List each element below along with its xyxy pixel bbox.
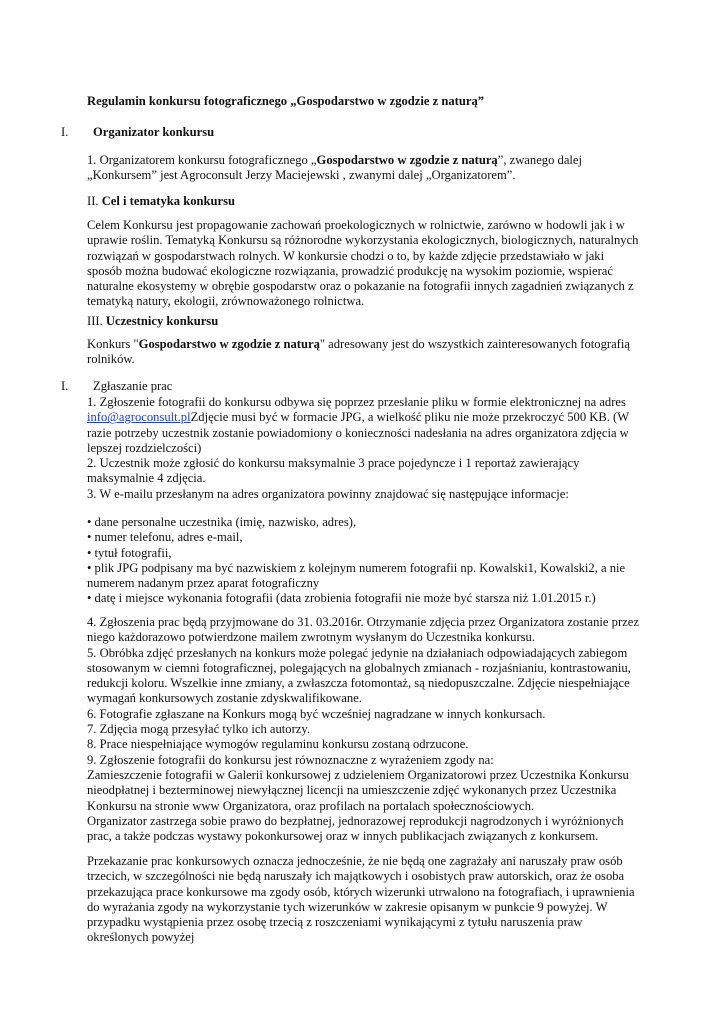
item-9-reproduction: Organizator zastrzega sobie prawo do bezpłatnej, jednorazowej reprodukcji nagrodzonych i wyróżnionych prac, a także podczas wystawy pokonkursowej oraz w innych publikacjach związanych z konkursem. [87, 813, 624, 844]
section-1-number: I. [61, 125, 69, 139]
section-4-items-continued [87, 615, 642, 844]
section-3-heading: III. Uczestnicy konkursu [87, 314, 219, 328]
bullet-list [87, 515, 642, 607]
item-1: 1. Zgłoszenie fotografii do konkursu odbywa się poprzez przesłanie pliku w formie elektronicznej na adres info@agroconsult.plZdjęcie musi być w formacie JPG, a wielkość pliku nie może przekroczyć 500 KB. (W razie potrzeby uczestnik zostanie powiadomiony o konieczności nadesłania na adres organizatora zdjęcia w lepszej rozdzielczości) [87, 395, 629, 455]
item-9: 9. Zgłoszenie fotografii do konkursu jest równoznaczne z wyrażeniem zgody na: [87, 752, 494, 767]
section-4-number: I. [61, 379, 69, 393]
document-title: Regulamin konkursu fotograficznego „Gospodarstwo w zgodzie z naturą” [87, 94, 485, 108]
item-3: 3. W e-mailu przesłanym na adres organizatora powinny znajdować się następujące informacje: [87, 486, 569, 501]
list-item: • numer telefonu, adres e-mail, [87, 530, 243, 545]
section-3-paragraph: Konkurs "Gospodarstwo w zgodzie z naturą" adresowany jest do wszystkich zainteresowanych fotografią rolników. [87, 337, 630, 367]
item-9-license: Zamieszczenie fotografii w Galerii konkursowej z udzieleniem Organizatorowi przez Uczestnika Konkursu nieodpłatnej i bezterminowej niewyłącznej licencji na umieszczenie zdjęć wykonanych przez Uczestnika Konkursu na stronie www Organizatora, oraz profilach na portalach społecznościowych. [87, 767, 629, 813]
section-4-items [87, 395, 642, 502]
list-item: • datę i miejsce wykonania fotografii (data zrobienia fotografii nie może być starsza niż 1.01.2015 r.) [87, 591, 596, 606]
item-8: 8. Prace niespełniające wymogów regulaminu konkursu zostaną odrzucone. [87, 737, 469, 752]
item-5: 5. Obróbka zdjęć przesłanych na konkurs może polegać jedynie na działaniach odpowiadających zabiegom stosowanym w ciemni fotograficznej, polegających na globalnych zmianach - rozjaśnianiu, kontrastowaniu, redukcji koloru. Wszelkie inne zmiany, a zwłaszcza fotomontaż, są niedopuszczalne. Zdjęcie niespełniające wymagań konkursowych zostanie zdyskwalifikowane. [87, 645, 631, 706]
list-item: • plik JPG podpisany ma być nazwiskiem z kolejnym numerem fotografii np. Kowalski1, Kowalski2, a nie numerem nadanym przez aparat fotograficzny [87, 560, 626, 591]
item-4: 4. Zgłoszenia prac będą przyjmowane do 31. 03.2016r. Otrzymanie zdjęcia przez Organizatora zostanie przez niego każdorazowo potwierdzone mailem zwrotnym wysłanym do Uczestnika konkursu. [87, 615, 639, 645]
item-2: 2. Uczestnik może zgłosić do konkursu maksymalnie 3 prace pojedyncze i 1 reportaż zawierający maksymalnie 4 zdjęcia. [87, 456, 580, 486]
item-6: 6. Fotografie zgłaszane na Konkurs mogą być wcześniej nagradzane w innych konkursach. [87, 706, 546, 721]
email-link[interactable]: info@agroconsult.pl [87, 410, 191, 425]
section-2-heading: II. Cel i tematyka konkursu [87, 194, 236, 208]
section-1-heading: Organizator konkursu [93, 125, 215, 139]
section-4-heading: Zgłaszanie prac [93, 379, 173, 393]
list-item: • tytuł fotografii, [87, 545, 172, 560]
final-paragraph: Przekazanie prac konkursowych oznacza jednocześnie, że nie będą one zagrażały ani naruszały praw osób trzecich, w szczególności nie będą naruszały ich majątkowych i osobistych praw autorskich, oraz że osoba przekazująca prace konkursowe ma zgody osób, których wizerunki utrwalono na fotografiach, i uprawnienia do wyrażania zgody na wykorzystanie tych wizerunków w zakresie opisanym w punkcie 9 powyżej. W przypadku wystąpienia przez osobę trzecią z roszczeniami wynikającymi z tytułu naruszenia praw określonych powyżej [87, 854, 635, 945]
list-item: • dane personalne uczestnika (imię, nazwisko, adres), [87, 515, 357, 529]
section-1-paragraph: 1. Organizatorem konkursu fotograficznego „Gospodarstwo w zgodzie z naturą”, zwanego dalej „Konkursem” jest Agroconsult Jerzy Maciejewski , zwanymi dalej „Organizatorem”. [87, 153, 582, 183]
section-2-paragraph: Celem Konkursu jest propagowanie zachowań proekologicznych w rolnictwie, zarówno w hodowli jak i w uprawie roślin. Tematyką Konkursu są różnorodne wykorzystania ekologicznych, biologicznych, naturalnych rozwiązań w gospodarstwach rolnych. W konkursie chodzi o to, by każde zdjęcie przedstawiało w jaki sposób można budować ekologiczne rozwiązania, prowadzić produkcję na wysokim poziomie, wspierać naturalne ekosystemy w obrębie gospodarstw oraz o pokazanie na fotografii innych zagadnień związanych z tematyką natury, ekologii, zrównoważonego rolnictwa. [87, 218, 639, 309]
item-7: 7. Zdjęcia mogą przesyłać tylko ich autorzy. [87, 722, 310, 737]
